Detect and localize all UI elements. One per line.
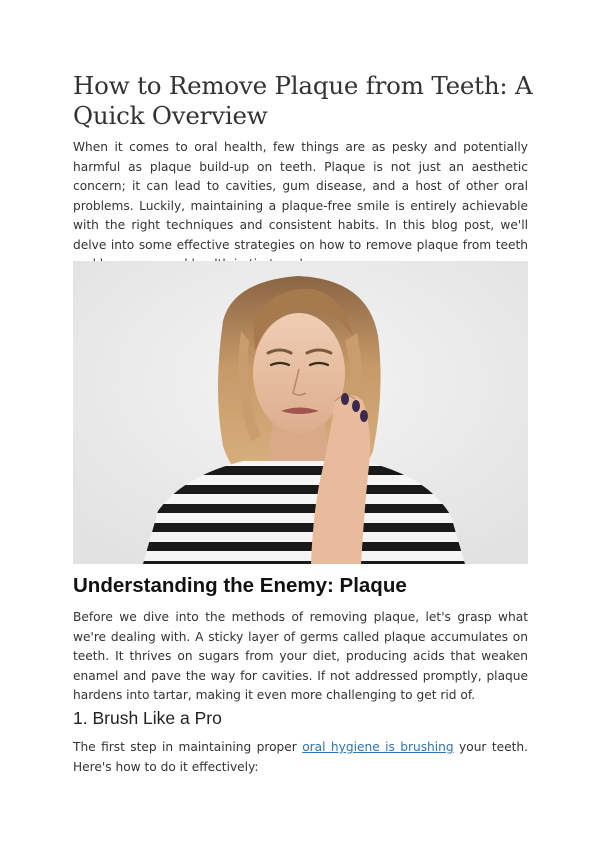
article-hero-image	[73, 261, 528, 564]
brush-text-before-link: The first step in maintaining proper	[73, 740, 303, 754]
page-title: How to Remove Plaque from Teeth: A Quick Overview	[73, 71, 533, 130]
plaque-paragraph: Before we dive into the methods of removing plaque, let's grasp what we're dealing with. A sticky layer of germs called plaque accumulates on teeth. It thrives on sugars from your diet, producing acids that weaken enamel and pave the way for cavities. If not addressed promptly, plaque hardens into tartar, making it even more challenging to get rid of.	[73, 610, 528, 702]
oral-hygiene-link[interactable]: oral hygiene is brushing	[302, 740, 454, 754]
section-heading-brush: 1. Brush Like a Pro	[73, 708, 222, 728]
intro-paragraph: When it comes to oral health, few things are as pesky and potentially harmful as plaque build-up on teeth. Plaque is not just an aesthetic concern; it can lead to cavities, gum disease, and a host of other oral problems. Luckily, maintaining a plaque-free smile is entirely achievable with the right techniques and consistent habits. In this blog post, we'll delve into some effective strategies on how to remove plaque from teeth	[73, 140, 528, 252]
brush-text-after-link: your teeth. Here's how to do it effectively:	[73, 740, 528, 774]
brush-paragraph	[73, 738, 528, 777]
section-heading-plaque: Understanding the Enemy: Plaque	[73, 574, 407, 597]
